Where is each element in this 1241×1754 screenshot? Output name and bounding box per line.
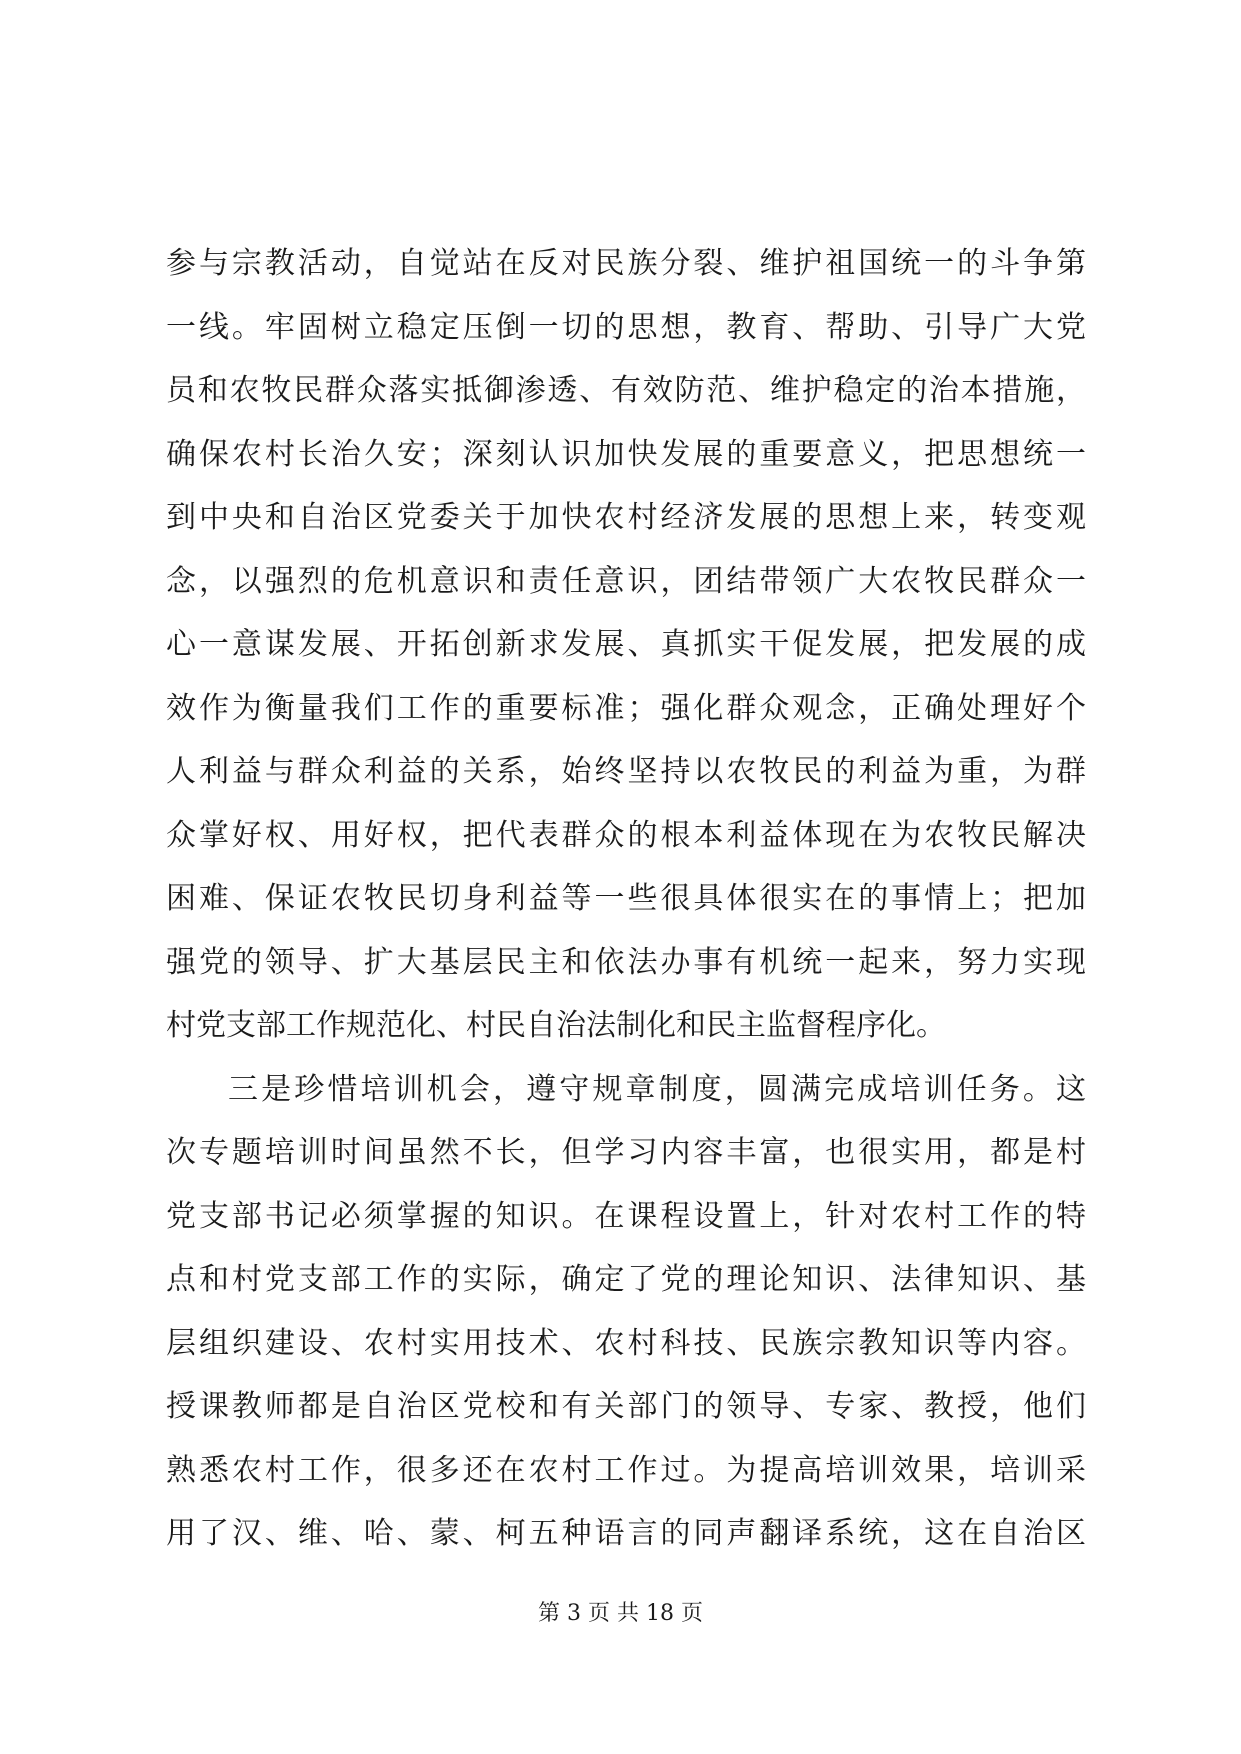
text-line: 层组织建设、农村实用技术、农村科技、民族宗教知识等内容。 [166, 1325, 1086, 1361]
text-line: 效作为衡量我们工作的重要标准；强化群众观念，正确处理好个 [166, 690, 1086, 726]
text-line: 用了汉、维、哈、蒙、柯五种语言的同声翻译系统，这在自治区 [166, 1516, 1086, 1551]
text-line: 心一意谋发展、开拓创新求发展、真抓实干促发展，把发展的成 [166, 627, 1086, 662]
text-line: 到中央和自治区党委关于加快农村经济发展的思想上来，转变观 [166, 500, 1086, 535]
page-number-footer: 第 3 页 共 18 页 [538, 1601, 703, 1626]
text-line: 强党的领导、扩大基层民主和依法办事有机统一起来，努力实现 [166, 944, 1086, 980]
paragraph-end-line: 村党支部工作规范化、村民自治法制化和民主监督程序化。 [166, 1008, 946, 1043]
text-line: 一线。牢固树立稳定压倒一切的思想，教育、帮助、引导广大党 [166, 309, 1086, 345]
text-line: 次专题培训时间虽然不长，但学习内容丰富，也很实用，都是村 [166, 1135, 1086, 1170]
text-line: 众掌好权、用好权，把代表群众的根本利益体现在为农牧民解决 [166, 817, 1086, 853]
text-line: 参与宗教活动，自觉站在反对民族分裂、维护祖国统一的斗争第 [166, 246, 1086, 281]
text-line: 点和村党支部工作的实际，确定了党的理论知识、法律知识、基 [166, 1262, 1086, 1297]
text-line: 员和农牧民群众落实抵御渗透、有效防范、维护稳定的治本措施， [166, 373, 1086, 408]
text-line: 熟悉农村工作，很多还在农村工作过。为提高培训效果，培训采 [166, 1452, 1086, 1488]
text-line: 人利益与群众利益的关系，始终坚持以农牧民的利益为重，为群 [166, 754, 1086, 789]
text-line: 确保农村长治久安；深刻认识加快发展的重要意义，把思想统一 [166, 436, 1086, 472]
text-line: 授课教师都是自治区党校和有关部门的领导、专家、教授，他们 [166, 1389, 1086, 1424]
text-line: 困难、保证农牧民切身利益等一些很具体很实在的事情上；把加 [166, 881, 1086, 916]
text-line: 党支部书记必须掌握的知识。在课程设置上，针对农村工作的特 [166, 1198, 1086, 1234]
text-line: 念，以强烈的危机意识和责任意识，团结带领广大农牧民群众一 [166, 563, 1086, 599]
paragraph-start-line: 三是珍惜培训机会，遵守规章制度，圆满完成培训任务。这 [228, 1071, 1086, 1107]
body-text [166, 232, 1086, 1566]
